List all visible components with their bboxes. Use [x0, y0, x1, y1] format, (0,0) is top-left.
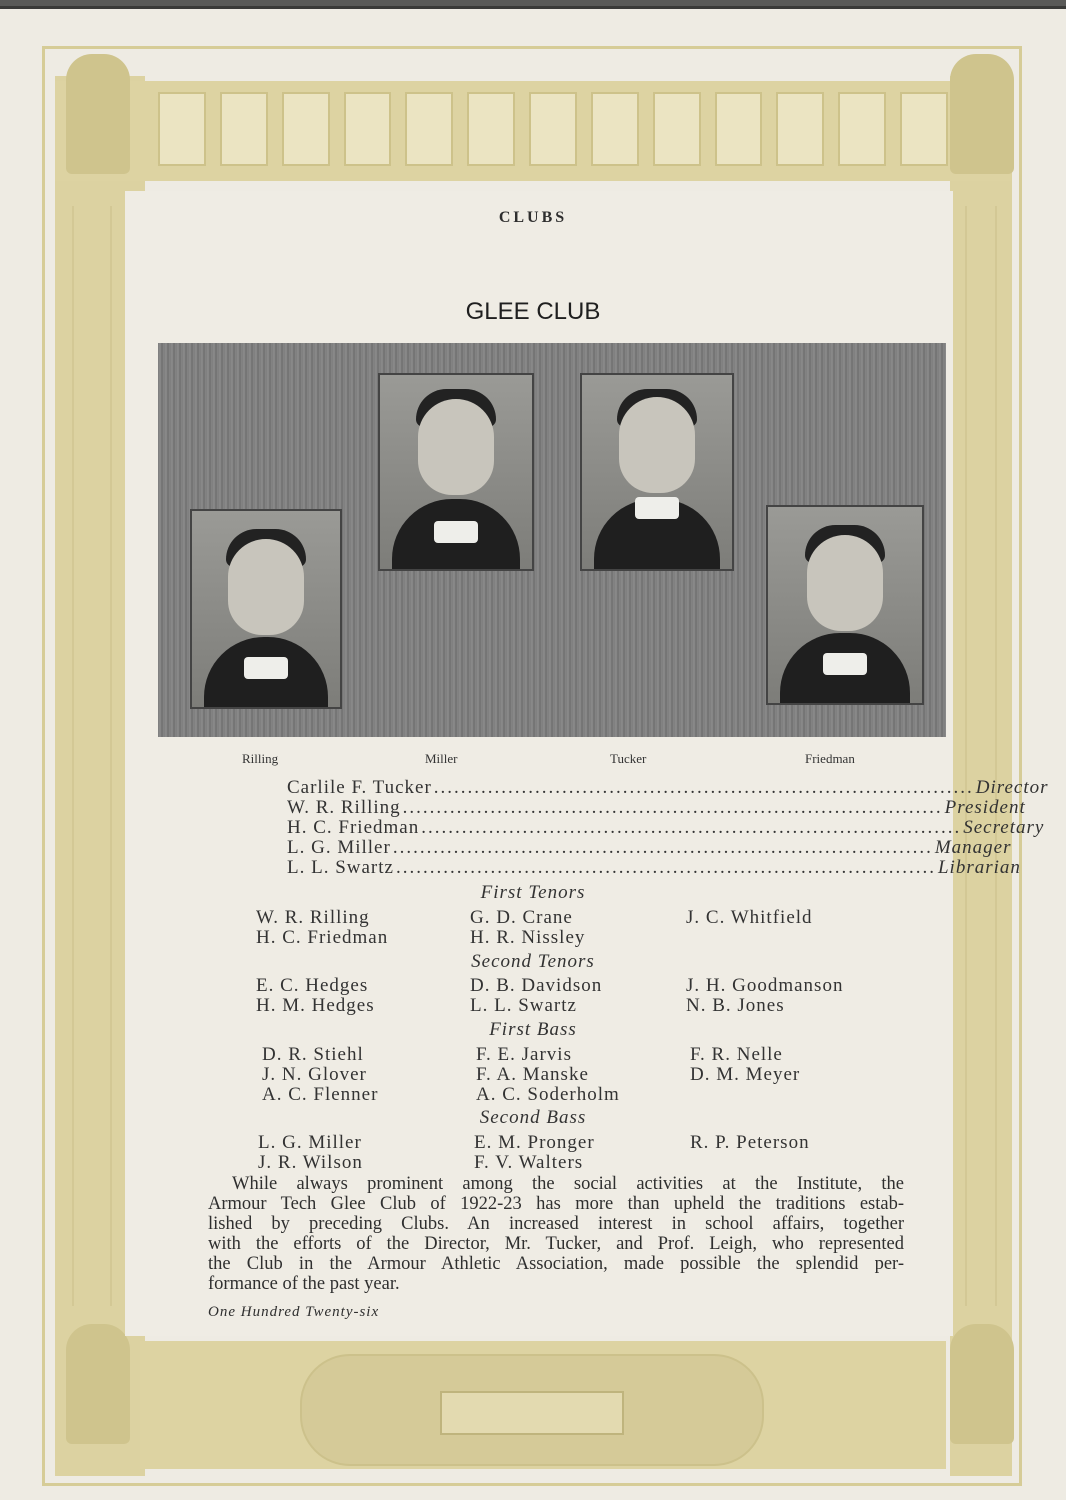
member-name: F. E. Jarvis	[476, 1044, 572, 1065]
bottom-cartouche-ornament	[440, 1391, 624, 1435]
yearbook-page	[0, 6, 1066, 1500]
caption-friedman: Friedman	[805, 751, 855, 766]
officer-row: Carlile F. Tucker ................................................................................ Director	[287, 777, 1049, 798]
member-name: J. H. Goodmanson	[686, 975, 844, 996]
member-name: H. M. Hedges	[256, 995, 375, 1016]
paragraph-line: with the efforts of the Director, Mr. Tucker, and Prof. Leigh, who represented	[208, 1234, 904, 1254]
portrait-panel	[158, 343, 946, 737]
member-name: E. C. Hedges	[256, 975, 369, 996]
caption-tucker: Tucker	[610, 751, 647, 766]
member-name: L. L. Swartz	[470, 995, 577, 1016]
member-name: L. G. Miller	[258, 1132, 362, 1153]
frame-right-column	[950, 76, 1012, 1476]
member-name: J. R. Wilson	[258, 1152, 363, 1173]
corner-ornament	[950, 54, 1014, 174]
member-name: F. R. Nelle	[690, 1044, 783, 1065]
section-heading-first-bass: First Bass	[489, 1019, 577, 1040]
page-top-edge	[0, 6, 1066, 9]
member-name: E. M. Pronger	[474, 1132, 595, 1153]
portrait-friedman	[766, 505, 924, 705]
member-name: H. C. Friedman	[256, 927, 389, 948]
member-name: J. N. Glover	[262, 1064, 367, 1085]
frame-right-line	[965, 206, 967, 1306]
frame-right-line	[995, 206, 997, 1306]
page-title: GLEE CLUB	[465, 298, 601, 325]
section-heading-second-bass: Second Bass	[479, 1107, 587, 1128]
corner-ornament	[66, 1324, 130, 1444]
page-number: One Hundred Twenty-six	[208, 1304, 380, 1320]
member-name: N. B. Jones	[686, 995, 785, 1016]
paragraph-line: While always prominent among the social activities at the Institute, the	[232, 1174, 904, 1194]
officer-row: H. C. Friedman ................................................................................ Secretary	[287, 817, 1045, 838]
corner-ornament	[950, 1324, 1014, 1444]
portrait-miller	[378, 373, 534, 571]
officer-row: L. L. Swartz ................................................................................ Librarian	[287, 857, 1021, 878]
frame-left-line	[72, 206, 74, 1306]
paragraph-line: formance of the past year.	[208, 1274, 400, 1294]
paragraph-line: lished by preceding Clubs. An increased interest in school affairs, together	[208, 1214, 904, 1234]
officer-row: L. G. Miller ................................................................................ Manager	[287, 837, 1012, 858]
portrait-tucker	[580, 373, 734, 571]
portrait-rilling	[190, 509, 342, 709]
member-name: D. M. Meyer	[690, 1064, 801, 1085]
member-name: J. C. Whitfield	[686, 907, 813, 928]
corner-ornament	[66, 54, 130, 174]
member-name: A. C. Soderholm	[476, 1084, 620, 1105]
section-heading-second-tenors: Second Tenors	[471, 951, 595, 972]
member-name: A. C. Flenner	[262, 1084, 379, 1105]
member-name: H. R. Nissley	[470, 927, 586, 948]
member-name: G. D. Crane	[470, 907, 573, 928]
officer-row: W. R. Rilling ................................................................................ President	[287, 797, 1026, 818]
member-name: D. B. Davidson	[470, 975, 603, 996]
frame-top-ornament	[158, 92, 948, 166]
member-name: F. A. Manske	[476, 1064, 589, 1085]
paragraph-line: the Club in the Armour Athletic Association, made possible the splendid per-	[208, 1254, 904, 1274]
member-name: F. V. Walters	[474, 1152, 584, 1173]
section-heading-first-tenors: First Tenors	[480, 882, 586, 903]
member-name: R. P. Peterson	[690, 1132, 810, 1153]
frame-left-line	[110, 206, 112, 1306]
caption-rilling: Rilling	[242, 751, 279, 766]
body-paragraph	[208, 1174, 904, 1294]
member-name: W. R. Rilling	[256, 907, 370, 928]
caption-miller: Miller	[425, 751, 458, 766]
paragraph-line: Armour Tech Glee Club of 1922-23 has more than upheld the traditions estab-	[208, 1194, 904, 1214]
section-label: CLUBS	[498, 209, 568, 226]
member-name: D. R. Stiehl	[262, 1044, 364, 1065]
